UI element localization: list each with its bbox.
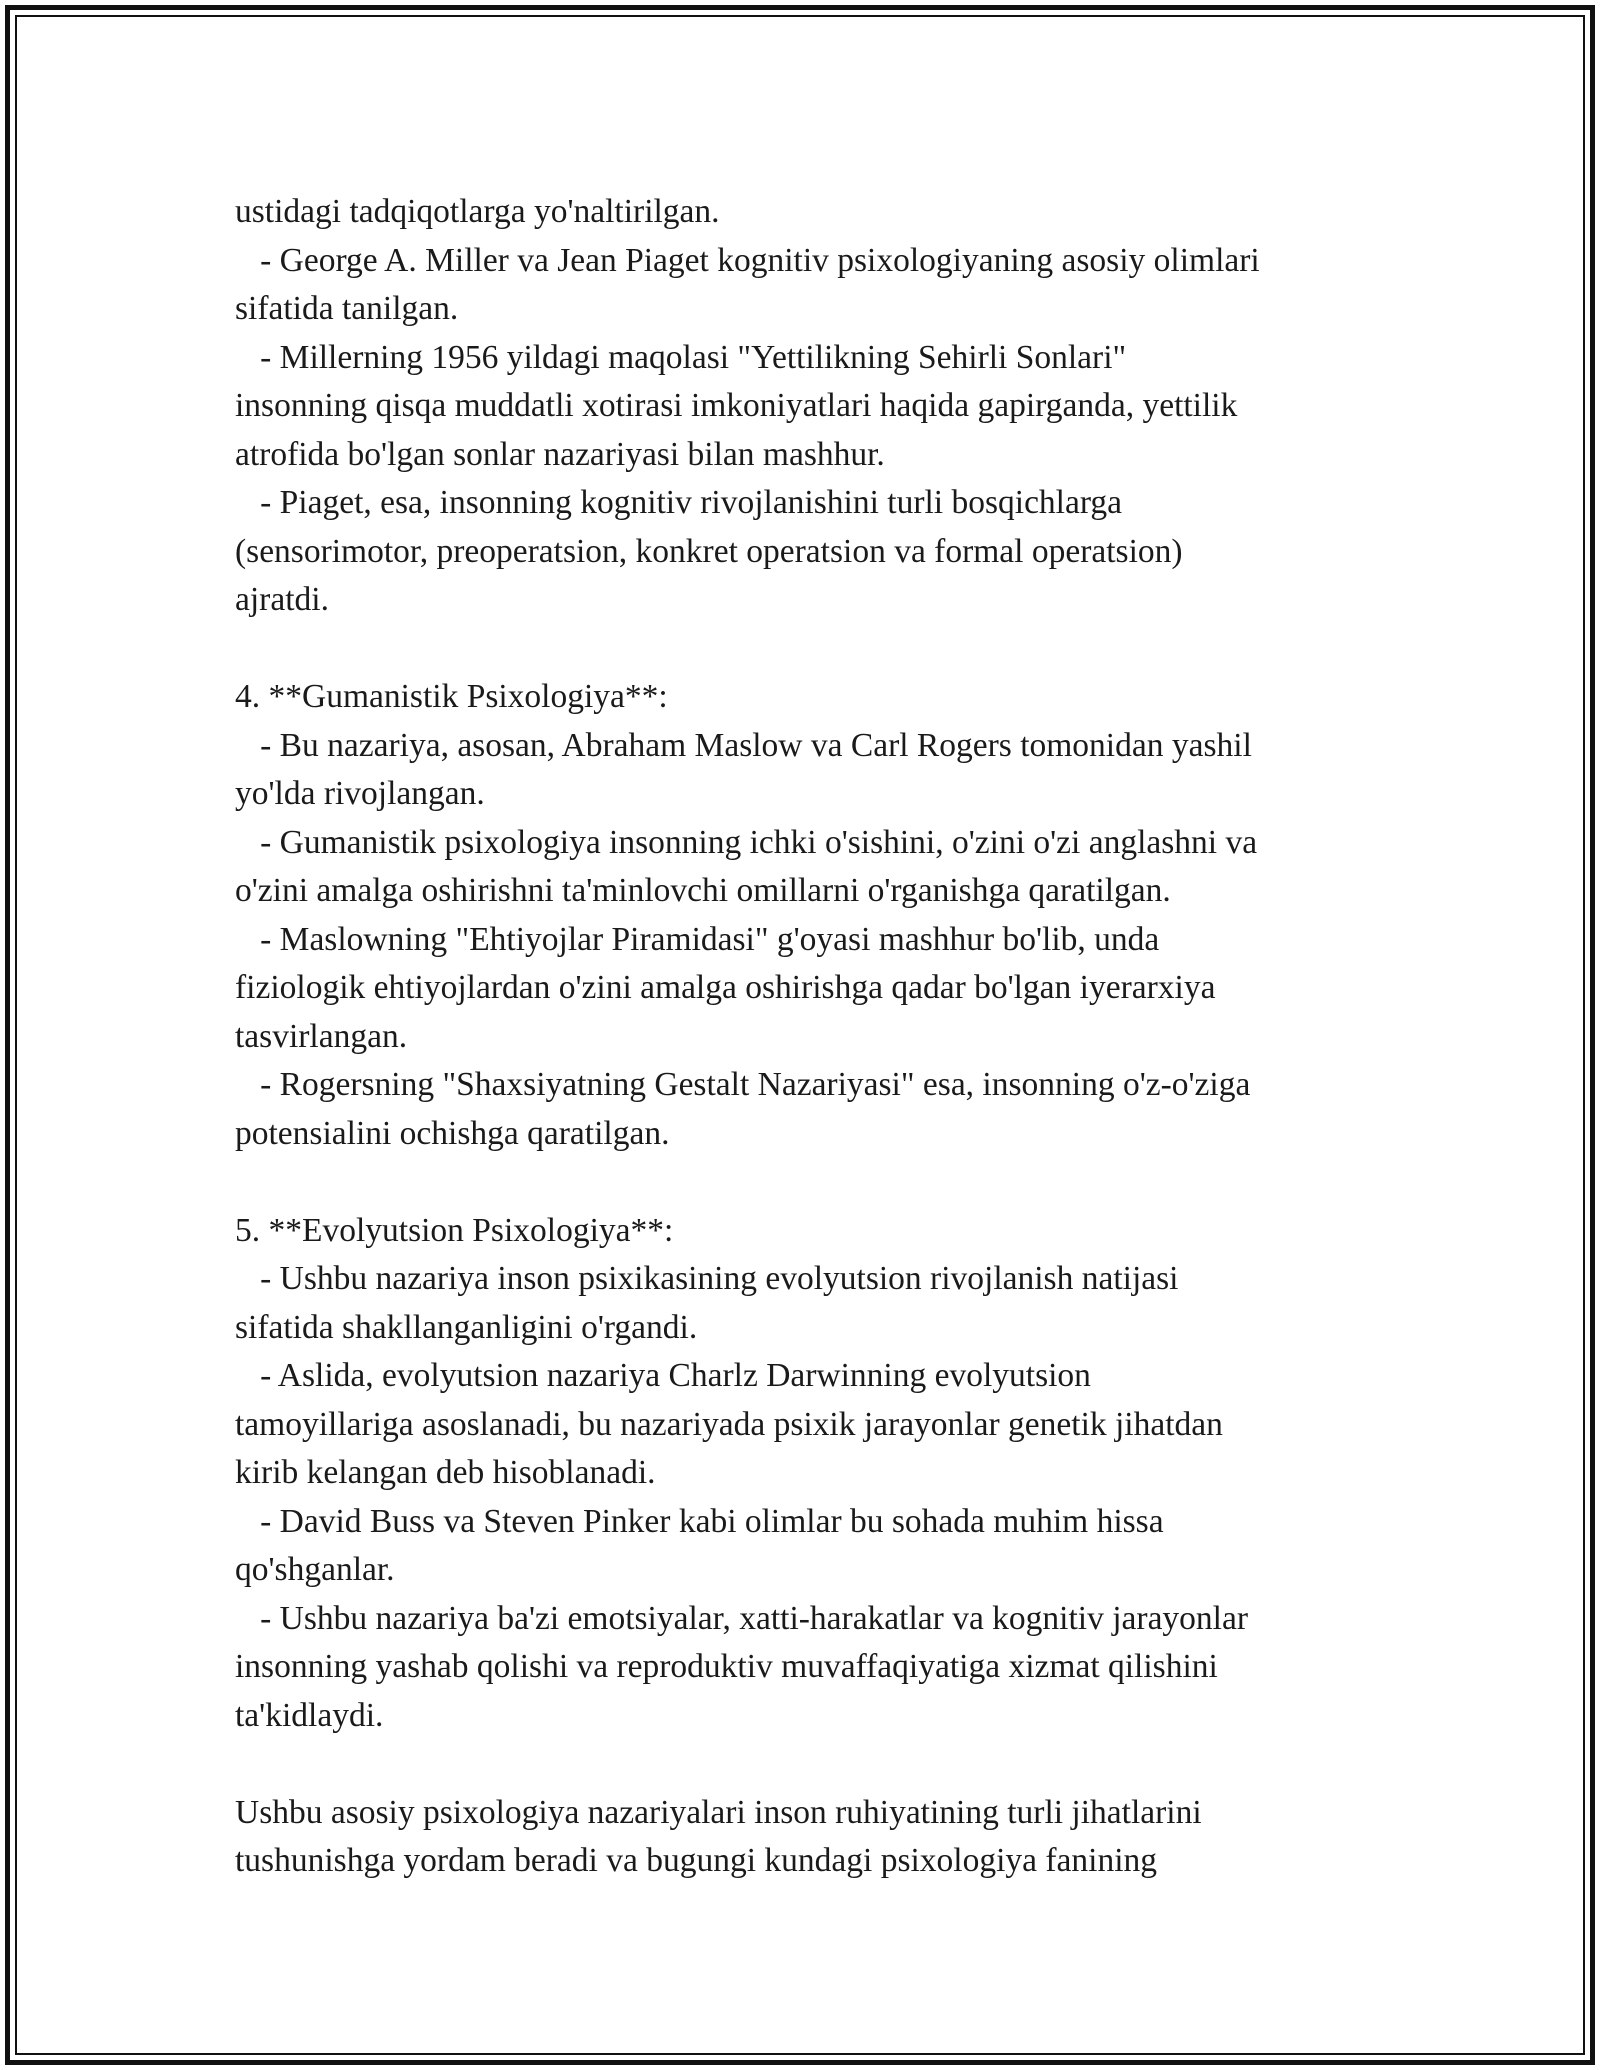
blank-line: [235, 1740, 1385, 1789]
text-line: ajratdi.: [235, 581, 329, 618]
blank-line: [235, 625, 1385, 674]
list-item-line: - Gumanistik psixologiya insonning ichki o'sishini, o'zini o'zi anglashni va: [235, 823, 1258, 861]
conclusion-line: Ushbu asosiy psixologiya nazariyalari inson ruhiyatining turli jihatlarini: [235, 1793, 1202, 1831]
text-line: fiziologik ehtiyojlardan o'zini amalga oshirishga qadar bo'lgan iyerarxiya: [235, 969, 1216, 1006]
list-item-line: - George A. Miller va Jean Piaget kognitiv psixologiyaning asosiy olimlari: [235, 241, 1260, 279]
text-line: insonning yashab qolishi va reproduktiv muvaffaqiyatiga xizmat qilishini: [235, 1648, 1218, 1685]
text-line: kirib kelangan deb hisoblanadi.: [235, 1454, 656, 1491]
text-line: qo'shganlar.: [235, 1551, 395, 1588]
document-body: [235, 188, 1385, 1886]
list-item-line: - Aslida, evolyutsion nazariya Charlz Darwinning evolyutsion: [235, 1357, 1091, 1394]
text-line: ustidagi tadqiqotlarga yo'naltirilgan.: [235, 193, 720, 230]
text-line: sifatida tanilgan.: [235, 290, 459, 327]
section-heading-gumanistik: 4. **Gumanistik Psixologiya**:: [235, 678, 668, 715]
list-item-line: - Maslowning "Ehtiyojlar Piramidasi" g'oyasi mashhur bo'lib, unda: [235, 920, 1160, 958]
text-line: ta'kidlaydi.: [235, 1696, 384, 1734]
text-line: potensialini ochishga qaratilgan.: [235, 1114, 670, 1152]
text-line: tamoyillariga asoslanadi, bu nazariyada psixik jarayonlar genetik jihatdan: [235, 1405, 1223, 1443]
list-item-line: - Ushbu nazariya inson psixikasining evolyutsion rivojlanish natijasi: [235, 1260, 1179, 1297]
text-line: (sensorimotor, preoperatsion, konkret operatsion va formal operatsion): [235, 532, 1183, 570]
text-line: tasvirlangan.: [235, 1017, 408, 1055]
list-item-line: - David Buss va Steven Pinker kabi olimlar bu sohada muhim hissa: [235, 1502, 1164, 1540]
text-line: sifatida shakllanganligini o'rgandi.: [235, 1308, 698, 1346]
blank-line: [235, 1158, 1385, 1207]
list-item-line: - Piaget, esa, insonning kognitiv rivojlanishini turli bosqichlarga: [235, 484, 1123, 521]
text-line: atrofida bo'lgan sonlar nazariyasi bilan mashhur.: [235, 435, 885, 473]
list-item-line: - Ushbu nazariya ba'zi emotsiyalar, xatti-harakatlar va kognitiv jarayonlar: [235, 1599, 1249, 1637]
list-item-line: - Rogersning "Shaxsiyatning Gestalt Nazariyasi" esa, insonning o'z-o'ziga: [235, 1066, 1251, 1103]
text-line: yo'lda rivojlangan.: [235, 775, 485, 812]
section-heading-evolyutsion: 5. **Evolyutsion Psixologiya**:: [235, 1211, 674, 1249]
conclusion-line: tushunishga yordam beradi va bugungi kundagi psixologiya fanining: [235, 1842, 1158, 1879]
list-item-line: - Millerning 1956 yildagi maqolasi "Yettilikning Sehirli Sonlari": [235, 338, 1127, 376]
text-line: o'zini amalga oshirishni ta'minlovchi omillarni o'rganishga qaratilgan.: [235, 872, 1171, 909]
list-item-line: - Bu nazariya, asosan, Abraham Maslow va Carl Rogers tomonidan yashil: [235, 726, 1252, 764]
text-line: insonning qisqa muddatli xotirasi imkoniyatlari haqida gapirganda, yettilik: [235, 387, 1238, 424]
